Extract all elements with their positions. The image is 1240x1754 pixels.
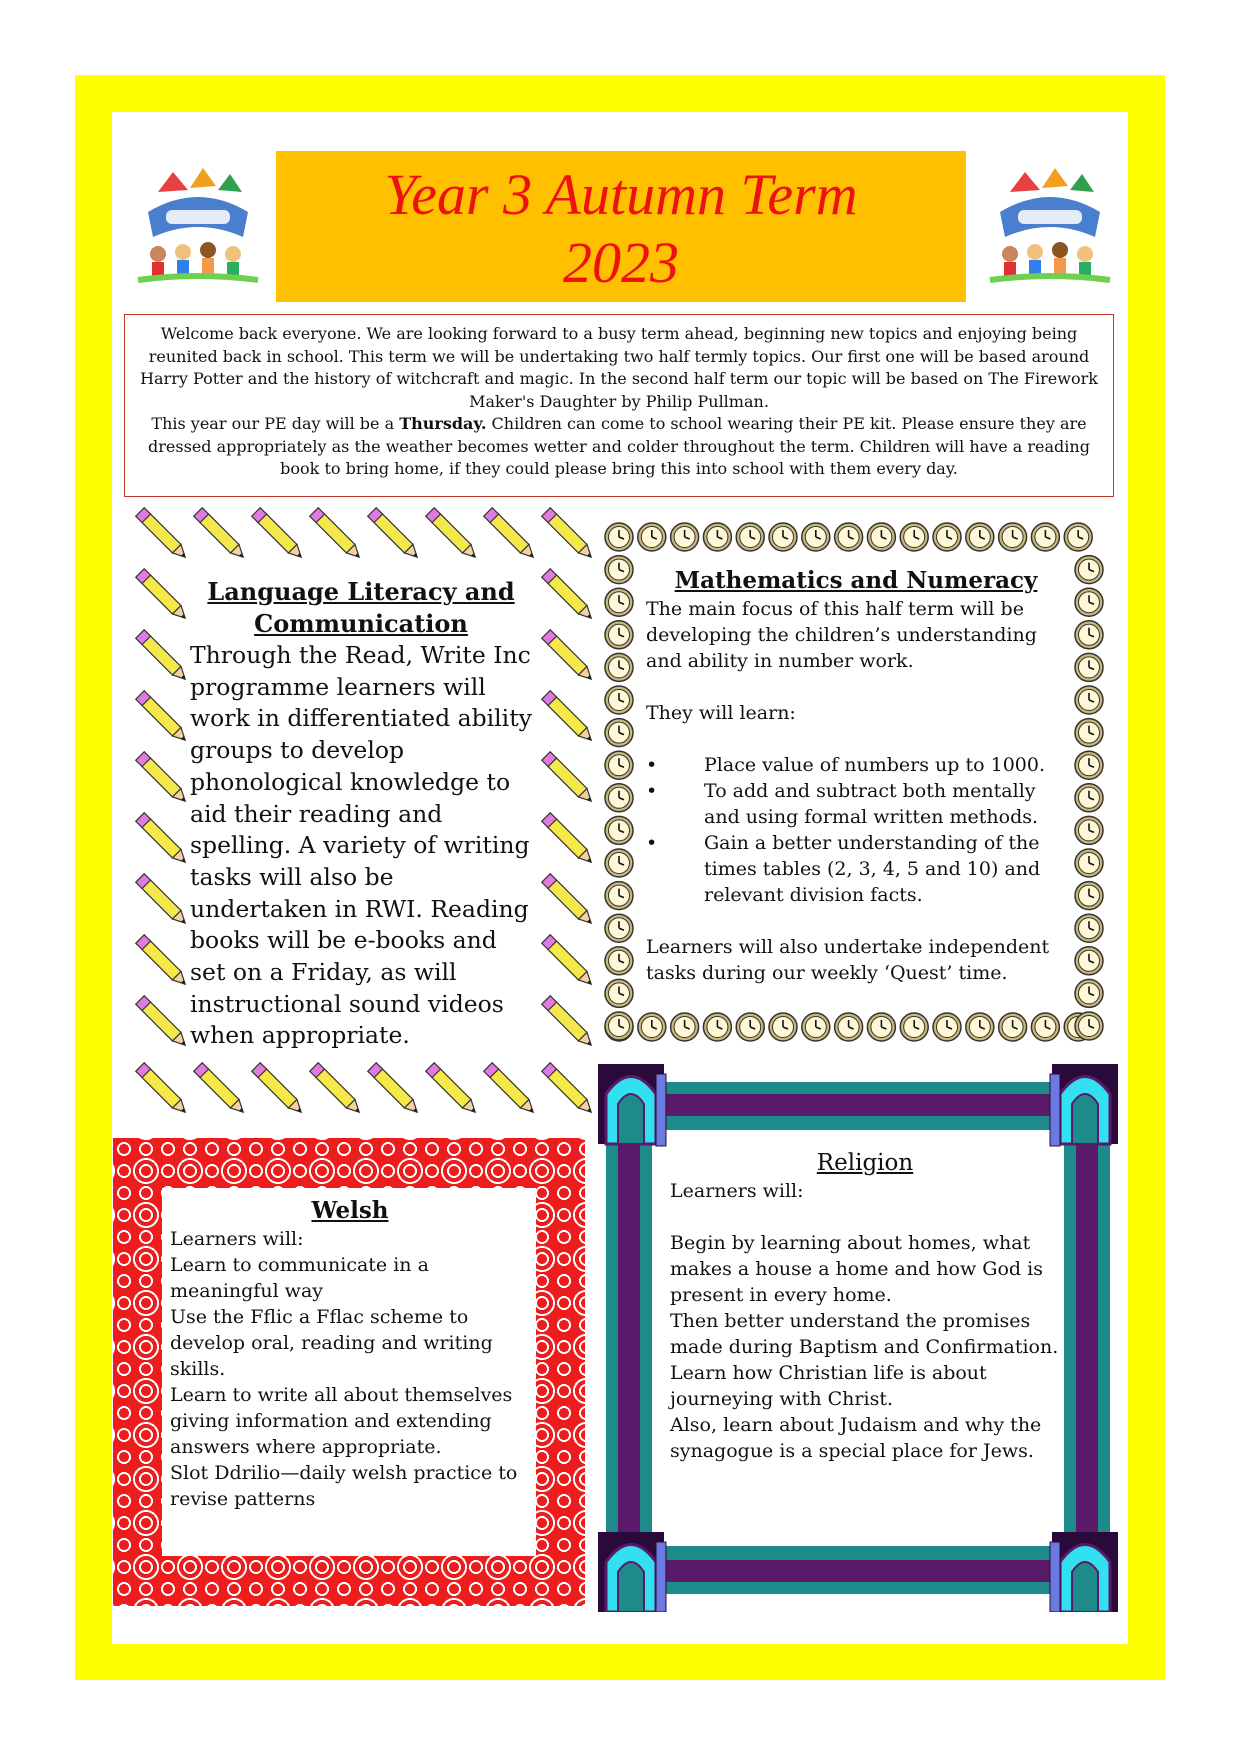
pencil-icon [542,752,596,806]
clock-icon [867,1013,895,1041]
maths-list [646,752,1066,908]
arch-column-top-right [1050,1064,1118,1146]
pencil-icon [368,508,422,562]
school-children-logo-icon [980,162,1120,292]
clock-icon [900,1013,928,1041]
clock-icon [1075,751,1103,779]
clock-icon [1064,523,1092,551]
arch-column-bottom-left [598,1532,666,1612]
pe-day-bold: Thursday. [399,414,487,433]
clock-icon [1075,686,1103,714]
pencil-icon [542,874,596,928]
pencil-icon [136,874,190,928]
pencil-icon [542,508,596,562]
page-title: Year 3 Autumn Term 2023 [384,162,858,295]
pencil-icon [542,996,596,1050]
school-logo-left [128,162,268,292]
clock-icon [769,1013,797,1041]
arch-column-bottom-right [1050,1532,1118,1612]
clock-icon [703,523,731,551]
clock-icon [802,523,830,551]
maths-title: Mathematics and Numeracy [674,567,1038,594]
clock-icon [605,849,633,877]
clock-icon [1075,719,1103,747]
clock-icon [736,1013,764,1041]
religion-line: Also, learn about Judaism and why the synagogue is a special place for Jews. [670,1414,1042,1462]
pencil-icon [542,569,596,623]
pencil-icon [136,691,190,745]
pencil-icon [426,508,480,562]
religion-line: Begin by learning about homes, what makes a house a home and how God is present in every home. [670,1232,1043,1306]
pencil-icon [542,691,596,745]
pencil-icon [310,1063,364,1117]
clock-icon [605,947,633,975]
clock-icon [1075,849,1103,877]
pencil-icon [136,630,190,684]
clock-icon [1075,621,1103,649]
pencil-icon [252,1063,306,1117]
welsh-line: Learners will: [170,1228,304,1250]
list-item: • Gain a better understanding of the times tables (2, 3, 4, 5 and 10) and relevant division facts. [646,830,1066,908]
list-item: • Place value of numbers up to 1000. [646,752,1066,778]
religion-line: Then better understand the promises made during Baptism and Confirmation. [670,1310,1059,1358]
pencil-icon [136,813,190,867]
pencil-icon [542,935,596,989]
clock-icon [933,523,961,551]
clock-icon [605,719,633,747]
pe-text-start: This year our PE day will be a [151,414,400,433]
clock-icon [1075,556,1103,584]
clock-icon [605,979,633,1007]
clock-icon [605,751,633,779]
pencil-icon [368,1063,422,1117]
clock-icon [605,784,633,812]
clock-icon [1075,947,1103,975]
religion-line: Learn how Christian life is about journeying with Christ. [670,1362,987,1410]
clock-icon [605,621,633,649]
maths-lead: They will learn: [646,702,796,724]
pencil-icon [136,1063,190,1117]
clock-icon [671,1013,699,1041]
pencil-icon [310,508,364,562]
maths-section [646,566,1066,986]
clock-icon [605,914,633,942]
clock-icon [966,523,994,551]
clock-icon [638,1013,666,1041]
clock-icon [1075,653,1103,681]
clock-icon [605,816,633,844]
clock-icon [605,1012,633,1040]
clock-icon [1031,1013,1059,1041]
school-children-logo-icon [128,162,268,292]
clock-icon [1031,523,1059,551]
welsh-line: Learn to communicate in a meaningful way [170,1254,429,1302]
pencil-icon [136,508,190,562]
clock-icon [671,523,699,551]
clock-icon [933,1013,961,1041]
religion-section [670,1148,1060,1464]
literacy-section [190,576,532,1052]
clock-icon [1075,816,1103,844]
clock-icon [605,523,633,551]
clock-icon [736,523,764,551]
religion-lead: Learners will: [670,1180,804,1202]
title-banner [276,151,966,302]
pe-text-end: Children can come to school wearing their PE kit. Please ensure they are dressed appropriately as the weather becomes wetter and colder throughout the term. Children will have a reading book to bring home, if they could please bring this into school with them every day. [148,414,1090,478]
clock-icon [1075,784,1103,812]
clock-icon [1075,1012,1103,1040]
clock-icon [769,523,797,551]
list-item: • To add and subtract both mentally and using formal written methods. [646,778,1066,830]
clock-icon [1075,914,1103,942]
welsh-line: Learn to write all about themselves giving information and extending answers where appropriate. [170,1384,513,1458]
religion-title: Religion [816,1150,914,1176]
clock-icon [638,523,666,551]
intro-box [124,314,1114,497]
clock-icon [999,523,1027,551]
pencil-icon [542,813,596,867]
clock-icon [605,653,633,681]
pencil-icon [136,752,190,806]
clock-icon [605,556,633,584]
clock-icon [1075,882,1103,910]
pencil-icon [194,1063,248,1117]
clock-icon [605,882,633,910]
clock-icon [835,523,863,551]
pencil-icon [484,508,538,562]
clock-icon [1075,979,1103,1007]
clock-icon [835,1013,863,1041]
clock-icon [900,523,928,551]
maths-intro: The main focus of this half term will be developing the children’s understanding and ability in number work. [646,598,1037,672]
clock-icon [605,588,633,616]
clock-icon [867,523,895,551]
welsh-line: Use the Fflic a Fflac scheme to develop oral, reading and writing skills. [170,1306,493,1380]
pencil-icon [484,1063,538,1117]
clock-icon [1075,588,1103,616]
clock-icon [703,1013,731,1041]
welsh-section [170,1196,530,1512]
arch-column-top-left [598,1064,666,1146]
literacy-body: Through the Read, Write Inc programme learners will work in differentiated ability groups to develop phonological knowledge to aid their reading and spelling. A variety of writing tasks will also be undertaken in RWI. Reading books will be e-books and set on a Friday, as will instructional sound videos when appropriate. [190,641,532,1050]
pencil-icon [194,508,248,562]
literacy-title: Language Literacy and Communication [207,577,515,638]
school-logo-right [980,162,1120,292]
pencil-icon [542,630,596,684]
intro-paragraph: Welcome back everyone. We are looking forward to a busy term ahead, beginning new topics and enjoying being reunited back in school. This term we will be undertaking two half termly topics. Our first one will be based around Harry Potter and the history of witchcraft and magic. In the second half term our topic will be based on The Firework Maker's Daughter by Philip Pullman. [140,324,1098,411]
clock-icon [605,686,633,714]
clock-icon [802,1013,830,1041]
welsh-title: Welsh [311,1197,389,1224]
maths-outro: Learners will also undertake independent tasks during our weekly ‘Quest’ time. [646,936,1050,984]
welsh-line: Slot Ddrilio—daily welsh practice to revise patterns [170,1462,518,1510]
pencil-icon [136,569,190,623]
pe-day-paragraph [135,413,1103,481]
pencil-icon [252,508,306,562]
pencil-icon [426,1063,480,1117]
clock-icon [999,1013,1027,1041]
clock-icon [966,1013,994,1041]
pencil-icon [542,1063,596,1117]
pencil-icon [136,996,190,1050]
pencil-icon [136,935,190,989]
